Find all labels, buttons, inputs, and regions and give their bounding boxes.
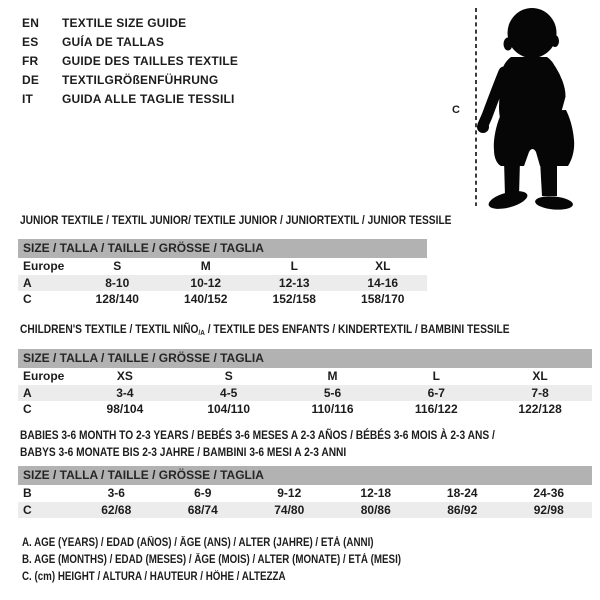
size-cell: 14-16 xyxy=(367,275,399,290)
size-cell: 6-9 xyxy=(194,486,212,500)
language-title: GUIDE DES TAILLES TEXTILE xyxy=(62,54,239,68)
babies-size-table xyxy=(18,466,592,518)
footnote-legend xyxy=(22,535,468,586)
size-cell: 68/74 xyxy=(187,502,218,517)
table-header-bar: SIZE / TALLA / TAILLE / GRÖSSE / TAGLIA xyxy=(18,239,427,258)
size-cell: 3-6 xyxy=(107,486,125,500)
size-cell: 122/128 xyxy=(518,402,562,416)
footnote: C. (cm) HEIGHT / ALTURA / HAUTEUR / HÖHE / ALTEZZA xyxy=(22,571,286,583)
size-cell: 98/104 xyxy=(106,402,144,416)
size-cell: 110/116 xyxy=(311,402,354,416)
row-label: A xyxy=(23,385,32,400)
size-cell: 62/68 xyxy=(101,502,132,517)
size-cell: 86/92 xyxy=(447,502,478,517)
table-row xyxy=(18,275,427,292)
row-label: C xyxy=(23,502,32,517)
language-row xyxy=(22,33,238,52)
size-cell: 74/80 xyxy=(274,502,305,517)
table-header-bar: SIZE / TALLA / TAILLE / GRÖSSE / TAGLIA xyxy=(18,466,592,485)
row-label: Europe xyxy=(23,369,65,383)
size-cell: L xyxy=(432,369,440,383)
size-cell: 10-12 xyxy=(190,275,222,290)
language-code: ES xyxy=(22,35,39,49)
language-row xyxy=(22,52,238,71)
size-cell: 6-7 xyxy=(427,385,445,400)
language-title: TEXTILGRÖßENFÜHRUNG xyxy=(62,73,219,87)
table-row xyxy=(18,485,592,502)
table-row xyxy=(18,401,592,418)
table-row xyxy=(18,291,427,308)
size-cell: 140/152 xyxy=(184,292,228,306)
junior-table-title: JUNIOR TEXTILE / TEXTIL JUNIOR/ TEXTILE JUNIOR / JUNIORTEXTIL / JUNIOR TESSILE xyxy=(20,213,452,227)
language-title-list xyxy=(22,14,238,109)
row-label: C xyxy=(23,292,32,306)
language-row xyxy=(22,90,238,109)
footnote: A. AGE (YEARS) / EDAD (AÑOS) / ÂGE (ANS) / ALTER (JAHRE) / ETÀ (ANNI) xyxy=(22,537,374,549)
row-label: C xyxy=(23,402,32,416)
size-cell: 3-4 xyxy=(116,385,134,400)
size-cell: XL xyxy=(375,259,391,273)
size-cell: 18-24 xyxy=(446,486,478,500)
size-cell: S xyxy=(224,369,233,383)
size-cell: 128/140 xyxy=(95,292,139,306)
language-code: EN xyxy=(22,16,40,30)
size-cell: 116/122 xyxy=(414,402,458,416)
row-label: B xyxy=(23,486,32,500)
size-cell: 12-18 xyxy=(360,486,392,500)
children-size-table xyxy=(18,349,592,418)
table-row xyxy=(18,502,592,519)
table-row xyxy=(18,258,427,275)
language-title: GUIDA ALLE TAGLIE TESSILI xyxy=(62,92,235,106)
language-title: GUÍA DE TALLAS xyxy=(62,35,165,49)
size-cell: S xyxy=(113,259,122,273)
row-label: Europe xyxy=(23,259,65,273)
size-cell: 9-12 xyxy=(277,486,302,500)
size-cell: 8-10 xyxy=(105,275,130,290)
size-cell: 80/86 xyxy=(360,502,391,517)
size-cell: 92/98 xyxy=(533,502,564,517)
size-cell: 12-13 xyxy=(278,275,310,290)
size-cell: 24-36 xyxy=(533,486,565,500)
table-row xyxy=(18,368,592,385)
size-cell: 158/170 xyxy=(361,292,405,306)
language-title: TEXTILE SIZE GUIDE xyxy=(62,16,187,30)
size-cell: 104/110 xyxy=(207,402,251,416)
size-cell: XL xyxy=(532,369,548,383)
size-cell: L xyxy=(290,259,298,273)
table-row xyxy=(18,385,592,402)
table-header-bar: SIZE / TALLA / TAILLE / GRÖSSE / TAGLIA xyxy=(18,349,592,368)
size-cell: M xyxy=(327,369,338,383)
language-row xyxy=(22,14,238,33)
size-cell: 5-6 xyxy=(323,385,342,400)
row-label: A xyxy=(23,275,32,290)
size-cell: M xyxy=(200,259,211,273)
language-code: FR xyxy=(22,54,39,68)
language-code: IT xyxy=(22,92,34,106)
language-code: DE xyxy=(22,73,40,87)
measurement-figure xyxy=(450,0,600,215)
size-cell: 4-5 xyxy=(220,385,238,400)
children-table-title: CHILDREN'S TEXTILE / TEXTIL $NIÑO_{/A}$ / TEXTILE DES ENFANTS / KINDERTEXTIL / BAMBINI TESSILE xyxy=(20,322,510,337)
toddler-silhouette-icon xyxy=(450,0,600,215)
babies-table-title: BABIES 3-6 MONTH TO 2-3 YEARS / BEBÉS 3-6 MESES A 2-3 AÑOS / BÉBÉS 3-6 MOIS À 2-3 ANS / BABYS 3-6 MONATE BIS 2-3 JAHRE / BAMBINI 3-6 MESI A 2-3 ANNI xyxy=(20,428,495,459)
size-cell: 152/158 xyxy=(272,292,316,306)
size-cell: XS xyxy=(116,369,133,383)
language-row xyxy=(22,71,238,90)
junior-size-table xyxy=(18,239,427,308)
height-label-c: C xyxy=(452,104,460,116)
size-cell: 7-8 xyxy=(531,385,549,400)
footnote: B. AGE (MONTHS) / EDAD (MESES) / ÂGE (MOIS) / ALTER (MONATE) / ETÀ (MESI) xyxy=(22,554,402,566)
